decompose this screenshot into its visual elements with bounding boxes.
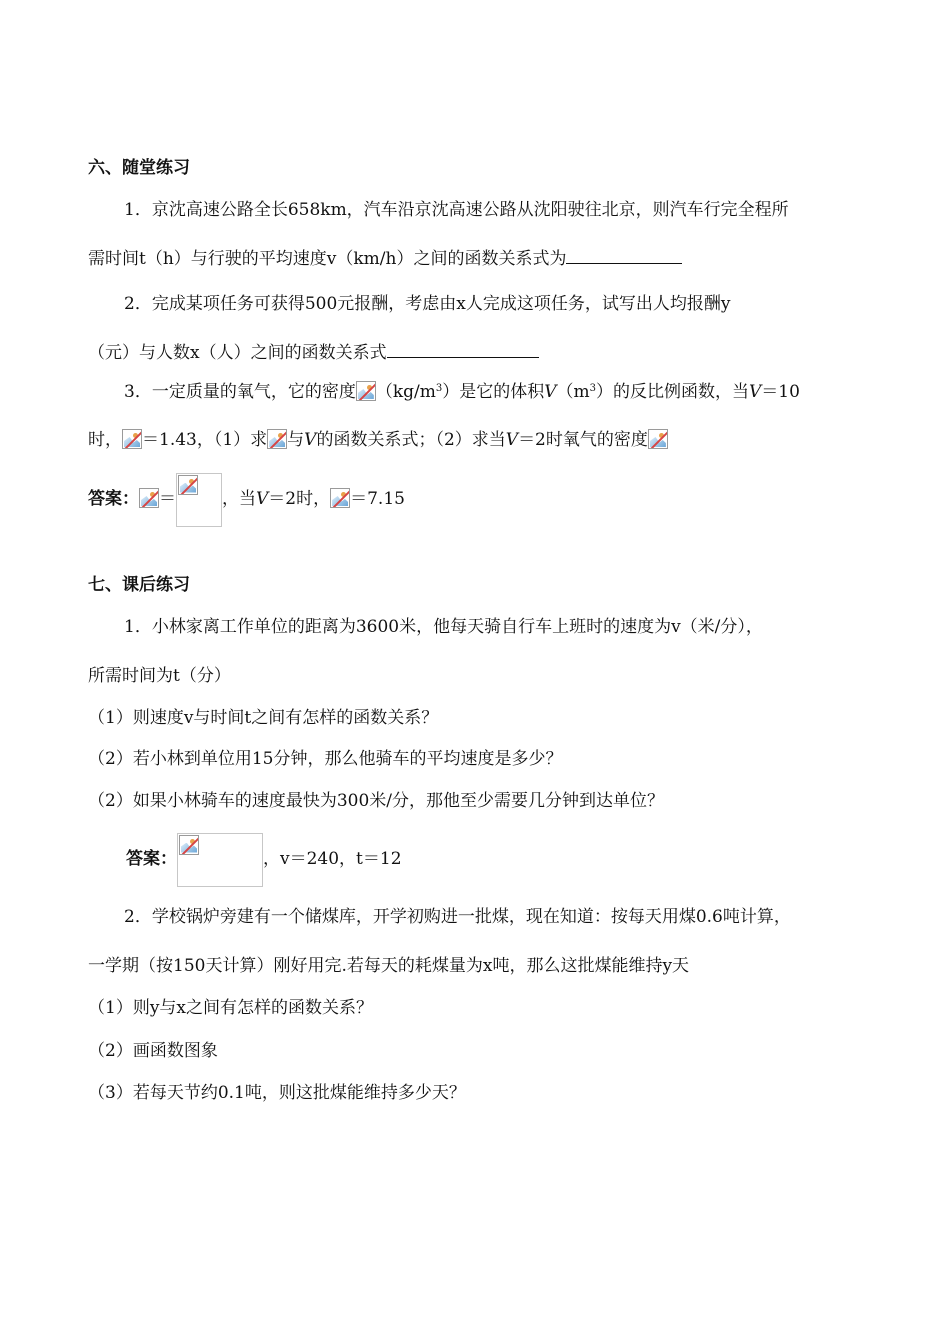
answer-blank bbox=[566, 246, 682, 264]
q6-2-line-1: 2．完成某项任务可获得500元报酬，考虑由x人完成这项任务，试写出人均报酬y bbox=[124, 294, 731, 314]
broken-image-icon bbox=[648, 429, 668, 449]
section-heading-6: 六、随堂练习 bbox=[88, 158, 190, 178]
section-heading-7: 七、课后练习 bbox=[88, 575, 190, 595]
answer-label: 答案： bbox=[126, 849, 177, 869]
q6-3-text: ＝10 bbox=[761, 382, 800, 402]
q6-3-answer bbox=[88, 472, 405, 527]
broken-image-icon bbox=[356, 381, 376, 401]
formula-image-frame bbox=[176, 473, 222, 527]
q6-1-text: 需时间t（h）与行驶的平均速度v（km/h）之间的函数关系式为 bbox=[88, 249, 567, 269]
q7-2-sub-3: （3）若每天节约0.1吨，则这批煤能维持多少天？ bbox=[88, 1083, 466, 1103]
variable-v: V bbox=[304, 430, 317, 450]
q7-1-sub-1: （1）则速度v与时间t之间有怎样的函数关系？ bbox=[88, 708, 439, 728]
q7-2-line-1: 2．学校锅炉旁建有一个储煤库，开学初购进一批煤，现在知道：按每天用煤0.6吨计算， bbox=[124, 907, 791, 927]
unit-exponent: 3 bbox=[435, 383, 443, 394]
q7-1-answer bbox=[126, 832, 402, 887]
broken-image-icon bbox=[139, 488, 159, 508]
q7-1-sub-2: （2）若小林到单位用15分钟，那么他骑车的平均速度是多少？ bbox=[88, 749, 563, 769]
answer-text: ，当 bbox=[222, 489, 256, 509]
q7-1-sub-3: （2）如果小林骑车的速度最快为300米/分，那他至少需要几分钟到达单位？ bbox=[88, 791, 664, 811]
variable-v: V bbox=[256, 489, 269, 509]
answer-text: ＝ bbox=[159, 489, 176, 509]
answer-blank bbox=[387, 340, 539, 358]
q7-2-sub-2: （2）画函数图象 bbox=[88, 1041, 218, 1061]
q6-1-line-2 bbox=[88, 246, 682, 271]
q6-3-text: 的函数关系式；（2）求当 bbox=[316, 430, 506, 450]
variable-v: V bbox=[544, 382, 557, 402]
q7-1-line-2: 所需时间为t（分） bbox=[88, 666, 231, 686]
q6-3-line-1 bbox=[124, 380, 800, 404]
broken-image-icon bbox=[330, 488, 350, 508]
q6-3-text: 3．一定质量的氧气，它的密度 bbox=[124, 382, 356, 402]
answer-text: ＝7.15 bbox=[350, 489, 405, 509]
variable-v: V bbox=[505, 430, 519, 450]
unit-text: （kg/m bbox=[375, 382, 436, 402]
q6-3-text: ）的反比例函数，当 bbox=[596, 382, 750, 402]
unit-exponent: 3 bbox=[589, 383, 597, 394]
answer-text: ，v＝240，t＝12 bbox=[263, 849, 402, 869]
variable-v: V bbox=[749, 382, 762, 402]
answer-label: 答案： bbox=[88, 489, 139, 509]
q6-2-text: （元）与人数x（人）之间的函数关系式 bbox=[88, 343, 387, 363]
broken-image-icon bbox=[122, 429, 142, 449]
broken-image-icon bbox=[267, 429, 287, 449]
q6-3-text: ）是它的体积 bbox=[442, 382, 545, 402]
q7-1-line-1: 1．小林家离工作单位的距离为3600米，他每天骑自行车上班时的速度为v（米/分）， bbox=[124, 617, 763, 637]
broken-image-icon bbox=[179, 835, 199, 855]
q7-2-sub-1: （1）则y与x之间有怎样的函数关系？ bbox=[88, 998, 374, 1018]
q6-3-line-2 bbox=[88, 428, 668, 452]
q6-2-line-2 bbox=[88, 340, 539, 365]
answer-text: ＝2时， bbox=[268, 489, 331, 509]
q7-2-line-2: 一学期（按150天计算）刚好用完.若每天的耗煤量为x吨，那么这批煤能维持y天 bbox=[88, 956, 690, 976]
q6-1-line-1: 1．京沈高速公路全长658km，汽车沿京沈高速公路从沈阳驶往北京，则汽车行完全程所 bbox=[124, 200, 789, 220]
q6-3-text: 与 bbox=[287, 430, 305, 450]
q6-3-text: ＝2时氧气的密度 bbox=[518, 430, 648, 450]
formula-image-frame bbox=[177, 833, 263, 887]
q6-3-text: ＝1.43，（1）求 bbox=[142, 430, 268, 450]
broken-image-icon bbox=[178, 475, 198, 495]
unit-text: （m bbox=[556, 382, 590, 402]
q6-3-text: 时， bbox=[88, 430, 122, 450]
